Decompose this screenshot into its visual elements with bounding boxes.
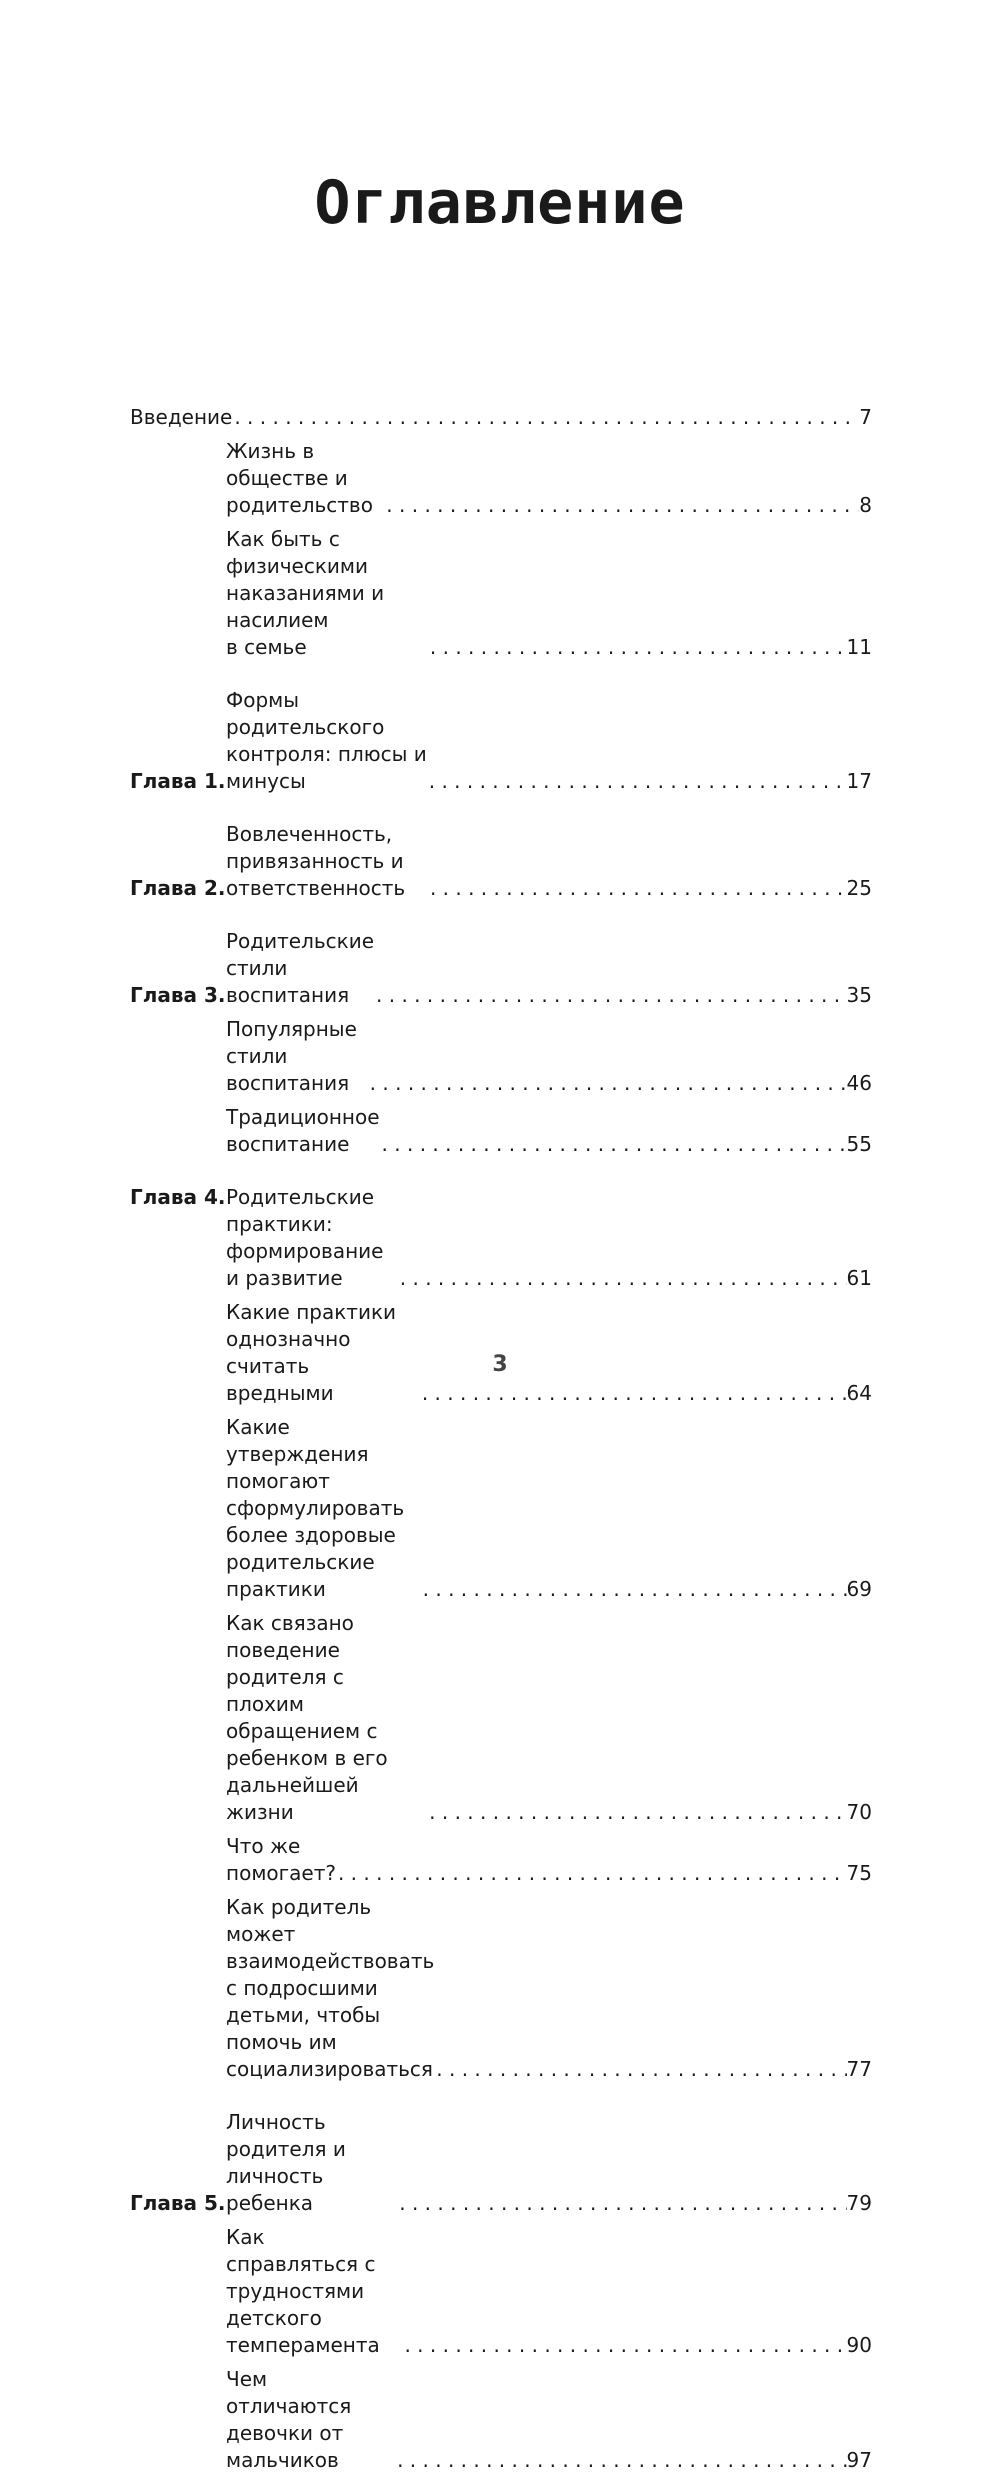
toc-entry-title: Что же помогает?: [226, 1834, 336, 1885]
toc-entry-title: Как родитель может взаимодействовать с подросшими детьми, чтобы помочь им социализироваться: [226, 1895, 435, 2081]
toc-entry-title: Как быть с физическими наказаниями и насилием в семье: [226, 527, 385, 659]
toc-subentry[interactable]: [130, 1414, 872, 1603]
dot-leader: [384, 492, 859, 519]
dot-leader: [368, 1070, 847, 1097]
toc-chapter-3[interactable]: [130, 928, 872, 1009]
toc-subentry[interactable]: [130, 438, 872, 519]
toc-entry-title: Введение: [130, 405, 233, 429]
toc-subentry[interactable]: [130, 1894, 872, 2083]
toc-page-number: 79: [846, 2191, 872, 2215]
chapter-label: Глава 4.: [130, 1185, 226, 1209]
dot-leader: [427, 768, 847, 795]
chapter-label: Глава 2.: [130, 876, 226, 900]
toc-page-number: 77: [846, 2057, 872, 2081]
toc-page-number: 11: [846, 635, 872, 659]
dot-leader: [380, 1131, 847, 1158]
dot-leader: [395, 2447, 846, 2474]
toc-entry-title: Как справляться с трудностями детского темперамента: [226, 2225, 380, 2357]
dot-leader: [374, 982, 847, 1009]
page-number: 3: [492, 1352, 508, 1377]
toc-page-number: 64: [846, 1381, 872, 1405]
toc-page-number: 17: [846, 769, 872, 793]
dot-leader: [434, 2056, 846, 2083]
toc-subentry[interactable]: [130, 2366, 872, 2474]
toc-subentry[interactable]: [130, 2224, 872, 2359]
table-of-contents: [130, 404, 872, 2474]
toc-page-number: 69: [846, 1577, 872, 1601]
toc-entry-introduction[interactable]: [130, 404, 872, 431]
dot-leader: [402, 2332, 846, 2359]
toc-page-number: 75: [846, 1861, 872, 1885]
toc-page-number: 46: [846, 1071, 872, 1095]
toc-entry-title: Формы родительского контроля: плюсы и минусы: [226, 688, 427, 793]
toc-chapter-4[interactable]: [130, 1184, 872, 1292]
toc-entry-title: Личность родителя и личность ребенка: [226, 2110, 346, 2215]
toc-subentry[interactable]: [130, 1104, 872, 1158]
dot-leader: [428, 875, 847, 902]
toc-chapter-5[interactable]: [130, 2109, 872, 2217]
toc-page-number: 8: [859, 493, 872, 517]
toc-entry-title: Вовлеченность, привязанность и ответственность: [226, 822, 406, 900]
toc-chapter-1[interactable]: [130, 687, 872, 795]
toc-page-number: 25: [846, 876, 872, 900]
dot-leader: [336, 1860, 847, 1887]
toc-entry-title: Родительские стили воспитания: [226, 929, 375, 1007]
toc-page-number: 7: [859, 405, 872, 429]
dot-leader: [428, 634, 847, 661]
toc-entry-title: Популярные стили воспитания: [226, 1017, 357, 1095]
page-title: Оглавление: [314, 168, 686, 238]
chapter-label: Глава 1.: [130, 769, 226, 793]
toc-entry-title: Жизнь в обществе и родительство: [226, 439, 373, 517]
dot-leader: [397, 2190, 846, 2217]
toc-page-number: 55: [846, 1132, 872, 1156]
dot-leader: [427, 1799, 846, 1826]
toc-subentry[interactable]: [130, 1610, 872, 1826]
toc-page-number: 70: [846, 1800, 872, 1824]
toc-subentry[interactable]: [130, 1833, 872, 1887]
dot-leader: [421, 1576, 847, 1603]
dot-leader: [398, 1265, 847, 1292]
dot-leader: [232, 404, 859, 431]
dot-leader: [420, 1380, 847, 1407]
toc-entry-title: Какие утверждения помогают сформулировать более здоровые родительские практики: [226, 1415, 405, 1601]
toc-page-number: 90: [846, 2333, 872, 2357]
toc-page-number: 61: [846, 1266, 872, 1290]
chapter-label: Глава 5.: [130, 2191, 226, 2215]
toc-entry-title: Какие практики однозначно считать вредными: [226, 1300, 397, 1405]
toc-entry-title: Традиционное воспитание: [226, 1105, 380, 1156]
toc-subentry[interactable]: [130, 1016, 872, 1097]
toc-subentry[interactable]: [130, 526, 872, 661]
toc-chapter-2[interactable]: [130, 821, 872, 902]
chapter-label: Глава 3.: [130, 983, 226, 1007]
toc-entry-title: Чем отличаются девочки от мальчиков: [226, 2367, 352, 2472]
toc-entry-title: Родительские практики: формирование и развитие: [226, 1185, 384, 1290]
toc-entry-title: Как связано поведение родителя с плохим обращением с ребенком в его дальнейшей жизни: [226, 1611, 388, 1824]
toc-page-number: 35: [846, 983, 872, 1007]
toc-page-number: 97: [846, 2448, 872, 2472]
